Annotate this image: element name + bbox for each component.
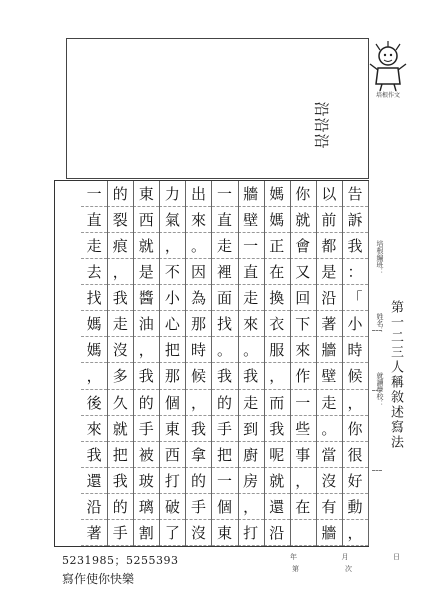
- grid-cell: 痕: [107, 233, 133, 259]
- grid-cell: 一: [212, 468, 238, 494]
- grid-cell: ，: [342, 520, 368, 546]
- grid-cell: 直: [81, 207, 107, 233]
- grid-cell: 時: [185, 337, 211, 363]
- grid-cell: 一: [290, 390, 316, 416]
- handwritten-margin-note: 第一二三人稱敘述寫法: [388, 300, 403, 450]
- grid-cell: 個: [159, 390, 185, 416]
- grid-cell: 來: [185, 207, 211, 233]
- grid-column: [264, 181, 291, 546]
- logo-caption: 培根作文: [375, 92, 400, 99]
- grid-cell: 走: [212, 233, 238, 259]
- grid-cell: 沒: [316, 468, 342, 494]
- grid-cell: 都: [316, 233, 342, 259]
- grid-cell: 裂: [107, 207, 133, 233]
- grid-cell: 心: [159, 311, 185, 337]
- grid-cell: 媽: [264, 207, 290, 233]
- grid-cell: ，: [185, 390, 211, 416]
- grid-cell: 去: [81, 259, 107, 285]
- grid-cell: 把: [107, 442, 133, 468]
- grid-cell: 找: [212, 311, 238, 337]
- grid-column: [133, 181, 160, 546]
- grid-column: [342, 181, 369, 546]
- grid-cell: 還: [81, 468, 107, 494]
- grid-cell: ，: [264, 363, 290, 389]
- day-label: 日: [393, 553, 400, 561]
- grid-cell: 壁: [316, 363, 342, 389]
- grid-cell: 出: [185, 181, 211, 207]
- date-fields: [290, 552, 400, 562]
- grid-cell: 玻: [133, 468, 159, 494]
- grid-cell: 正: [264, 233, 290, 259]
- grid-cell: 久: [107, 390, 133, 416]
- comment-char: 沿: [312, 101, 331, 117]
- grid-cell: 手: [185, 494, 211, 520]
- grid-cell: 回: [290, 285, 316, 311]
- grid-cell: 牆: [316, 337, 342, 363]
- grid-cell: ，: [107, 259, 133, 285]
- grid-cell: 我: [212, 363, 238, 389]
- grid-cell: 走: [107, 311, 133, 337]
- grid-cell: 後: [81, 390, 107, 416]
- grid-cell: 被: [133, 442, 159, 468]
- grid-cell: 就: [133, 233, 159, 259]
- grid-cell: 西: [159, 442, 185, 468]
- teacher-comment-note: [312, 101, 332, 149]
- student-info-column: [370, 240, 384, 407]
- grid-cell: 沿: [81, 494, 107, 520]
- grid-cell: 。: [316, 416, 342, 442]
- grid-cell: 我: [107, 468, 133, 494]
- grid-cell: 把: [159, 337, 185, 363]
- grid-cell: 醬: [133, 285, 159, 311]
- grid-cell: 當: [316, 442, 342, 468]
- grid-cell: 力: [159, 181, 185, 207]
- grid-cell: 還: [264, 494, 290, 520]
- grid-cell: 我: [264, 416, 290, 442]
- grid-cell: 你: [290, 181, 316, 207]
- grid-cell: 我: [133, 363, 159, 389]
- comment-char: 沿: [312, 133, 331, 149]
- grid-cell: 牆: [316, 520, 342, 546]
- grid-cell: 很: [342, 442, 368, 468]
- grid-cell: 著: [316, 311, 342, 337]
- grid-cell: 我: [107, 285, 133, 311]
- divider: [372, 390, 382, 391]
- grid-cell: 一: [212, 181, 238, 207]
- grid-cell: 告: [342, 181, 368, 207]
- grid-cell: 的: [107, 494, 133, 520]
- grid-cell: 打: [159, 468, 185, 494]
- grid-cell: 的: [133, 390, 159, 416]
- grid-cell: 些: [290, 416, 316, 442]
- name-label: 姓名：: [376, 313, 384, 334]
- grid-cell: ，: [133, 337, 159, 363]
- grid-column: [290, 181, 317, 546]
- grid-cell: 面: [212, 285, 238, 311]
- grid-cell: 的: [107, 181, 133, 207]
- grid-cell: 到: [238, 416, 264, 442]
- grid-column: [185, 181, 212, 546]
- grid-cell: 因: [185, 259, 211, 285]
- grid-cell: 直: [212, 207, 238, 233]
- grid-cell: 。: [212, 337, 238, 363]
- grid-cell: 換: [264, 285, 290, 311]
- grid-cell: 為: [185, 285, 211, 311]
- grid-cell: 走: [238, 390, 264, 416]
- grid-cell: 走: [81, 233, 107, 259]
- grid-cell: 就: [264, 468, 290, 494]
- grid-cell: [290, 520, 316, 546]
- grid-cell: ，: [238, 494, 264, 520]
- grid-cell: ，: [81, 363, 107, 389]
- footer-contact: [62, 552, 178, 587]
- grid-cell: 拿: [185, 442, 211, 468]
- grid-cell: ，: [159, 233, 185, 259]
- grid-cell: ，: [290, 468, 316, 494]
- grid-cell: 就: [290, 207, 316, 233]
- grid-cell: 就: [107, 416, 133, 442]
- grid-cell: 那: [185, 311, 211, 337]
- grid-cell: 手: [212, 416, 238, 442]
- grid-cell: 媽: [264, 181, 290, 207]
- grid-cell: 來: [81, 416, 107, 442]
- grid-cell: 氣: [159, 207, 185, 233]
- times-suffix: 次: [345, 565, 352, 573]
- grid-cell: 了: [159, 520, 185, 546]
- grid-cell: 「: [342, 285, 368, 311]
- grid-cell: 事: [290, 442, 316, 468]
- grid-cell: 把: [212, 442, 238, 468]
- grid-cell: 手: [133, 416, 159, 442]
- divider: [372, 470, 382, 471]
- grid-cell: 牆: [238, 181, 264, 207]
- grid-cell: 又: [290, 259, 316, 285]
- grid-cell: 一: [81, 181, 107, 207]
- grid-cell: 小: [159, 285, 185, 311]
- slogan: 寫作使你快樂: [62, 572, 135, 586]
- grid-cell: 打: [238, 520, 264, 546]
- grid-cell: 下: [290, 311, 316, 337]
- grid-cell: ：: [342, 259, 368, 285]
- grid-cell: 沿: [316, 285, 342, 311]
- grid-cell: 作: [290, 363, 316, 389]
- session-fields: [292, 564, 352, 574]
- grid-cell: 是: [133, 259, 159, 285]
- grid-cell: 候: [185, 363, 211, 389]
- grid-cell: 油: [133, 311, 159, 337]
- grid-cell: 走: [238, 285, 264, 311]
- grid-cell: 動: [342, 494, 368, 520]
- grid-cell: 璃: [133, 494, 159, 520]
- grid-column: [159, 181, 186, 546]
- grid-cell: 有: [316, 494, 342, 520]
- grid-cell: ，: [342, 390, 368, 416]
- year-label: 年: [290, 553, 297, 561]
- class-label: 培根編班：: [376, 240, 384, 275]
- divider: [372, 330, 382, 331]
- grid-cell: 手: [107, 520, 133, 546]
- grid-cell: 我: [342, 233, 368, 259]
- grid-cell: 的: [212, 390, 238, 416]
- grid-cell: 割: [133, 520, 159, 546]
- page-prefix: 第: [292, 565, 299, 573]
- grid-cell: 。: [185, 233, 211, 259]
- grid-column: [316, 181, 343, 546]
- grid-cell: 不: [159, 259, 185, 285]
- grid-cell: 衣: [264, 311, 290, 337]
- grid-cell: 而: [264, 390, 290, 416]
- grid-cell: 找: [81, 285, 107, 311]
- month-label: 月: [341, 553, 349, 561]
- grid-cell: 東: [133, 181, 159, 207]
- school-label: 就讀學校：: [376, 372, 384, 407]
- grid-cell: 直: [238, 259, 264, 285]
- comment-char: 沿: [312, 117, 331, 133]
- grid-cell: 你: [342, 416, 368, 442]
- grid-column: [212, 181, 239, 546]
- grid-cell: 壁: [238, 207, 264, 233]
- grid-cell: 候: [342, 363, 368, 389]
- grid-cell: 以: [316, 181, 342, 207]
- grid-cell: 廚: [238, 442, 264, 468]
- grid-cell: 呢: [264, 442, 290, 468]
- grid-cell: 前: [316, 207, 342, 233]
- grid-cell: 的: [185, 468, 211, 494]
- grid-cell: 東: [212, 520, 238, 546]
- grid-cell: 服: [264, 337, 290, 363]
- grid-cell: 在: [290, 494, 316, 520]
- grid-cell: 會: [290, 233, 316, 259]
- grid-cell: 是: [316, 259, 342, 285]
- phone-numbers: 5231985；5255393: [62, 554, 179, 567]
- grid-cell: 東: [159, 416, 185, 442]
- grid-cell: 時: [342, 337, 368, 363]
- grid-column: [81, 181, 108, 546]
- grid-cell: 破: [159, 494, 185, 520]
- grid-cell: 小: [342, 311, 368, 337]
- grid-cell: 裡: [212, 259, 238, 285]
- grid-cell: 多: [107, 363, 133, 389]
- grid-cell: 好: [342, 468, 368, 494]
- grid-cell: 媽: [81, 337, 107, 363]
- grid-cell: 。: [238, 337, 264, 363]
- grid-cell: 走: [316, 390, 342, 416]
- grid-cell: 沒: [185, 520, 211, 546]
- grid-cell: 我: [81, 442, 107, 468]
- grid-cell: 來: [238, 311, 264, 337]
- grid-cell: 沒: [107, 337, 133, 363]
- grid-cell: 訴: [342, 207, 368, 233]
- grid-cell: 我: [238, 363, 264, 389]
- grid-cell: 沿: [264, 520, 290, 546]
- grid-cell: 著: [81, 520, 107, 546]
- cartoon-child-logo-icon: [366, 40, 410, 92]
- grid-cell: 一: [238, 233, 264, 259]
- grid-cell: 媽: [81, 311, 107, 337]
- grid-column: [238, 181, 265, 546]
- grid-cell: 西: [133, 207, 159, 233]
- grid-cell: 個: [212, 494, 238, 520]
- grid-cell: 房: [238, 468, 264, 494]
- grid-cell: 那: [159, 363, 185, 389]
- writing-grid: [54, 180, 369, 547]
- grid-column: [107, 181, 134, 546]
- grid-cell: 我: [185, 416, 211, 442]
- grid-cell: 在: [264, 259, 290, 285]
- grid-cell: 來: [290, 337, 316, 363]
